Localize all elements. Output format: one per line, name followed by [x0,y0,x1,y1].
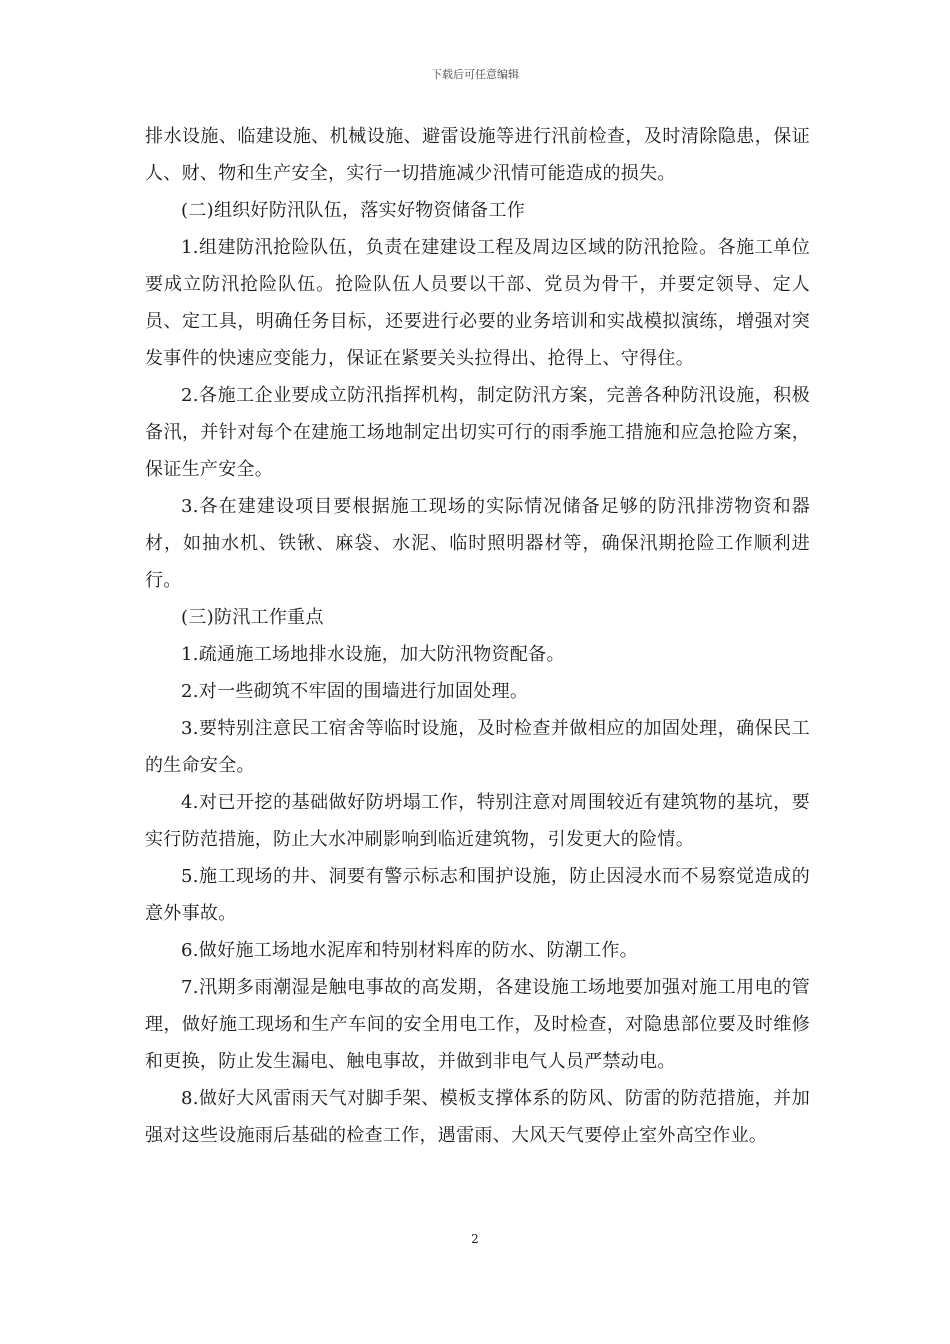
paragraph: 5.施工现场的井、洞要有警示标志和围护设施，防止因浸水而不易察觉造成的意外事故。 [145,866,810,924]
section-heading: (二)组织好防汛队伍，落实好物资储备工作 [181,200,526,221]
paragraph: 6.做好施工场地水泥库和特别材料库的防水、防潮工作。 [181,940,638,961]
paragraph: 2.各施工企业要成立防汛指挥机构，制定防汛方案，完善各种防汛设施，积极备汛，并针对每个在建施工场地制定出切实可行的雨季施工措施和应急抢险方案，保证生产安全。 [145,385,810,480]
paragraph: 4.对已开挖的基础做好防坍塌工作，特别注意对周围较近有建筑物的基坑，要实行防范措施，防止大水冲刷影响到临近建筑物，引发更大的险情。 [145,792,810,850]
paragraph: 排水设施、临建设施、机械设施、避雷设施等进行汛前检查，及时清除隐患，保证人、财、物和生产安全，实行一切措施减少汛情可能造成的损失。 [145,126,810,184]
paragraph: 7.汛期多雨潮湿是触电事故的高发期，各建设施工场地要加强对施工用电的管理，做好施工现场和生产车间的安全用电工作，及时检查，对隐患部位要及时维修和更换，防止发生漏电、触电事故，并做到非电气人员严禁动电。 [145,977,810,1072]
paragraph: 1.组建防汛抢险队伍，负责在建建设工程及周边区域的防汛抢险。各施工单位要成立防汛抢险队伍。抢险队伍人员要以干部、党员为骨干，并要定领导、定人员、定工具，明确任务目标，还要进行必要的业务培训和实战模拟演练，增强对突发事件的快速应变能力，保证在紧要关头拉得出、抢得上、守得住。 [145,237,810,369]
section-heading: (三)防汛工作重点 [181,607,324,628]
page-number: 2 [471,1232,479,1246]
document-body [145,118,810,1154]
paragraph: 3.各在建建设项目要根据施工现场的实际情况储备足够的防汛排涝物资和器材，如抽水机、铁锹、麻袋、水泥、临时照明器材等，确保汛期抢险工作顺利进行。 [145,496,810,591]
page-header: 下载后可任意编辑 [431,68,519,81]
paragraph: 3.要特别注意民工宿舍等临时设施，及时检查并做相应的加固处理，确保民工的生命安全。 [145,718,810,776]
paragraph: 8.做好大风雷雨天气对脚手架、模板支撑体系的防风、防雷的防范措施，并加强对这些设施雨后基础的检查工作，遇雷雨、大风天气要停止室外高空作业。 [145,1088,810,1146]
paragraph: 2.对一些砌筑不牢固的围墙进行加固处理。 [181,681,529,702]
paragraph: 1.疏通施工场地排水设施，加大防汛物资配备。 [181,644,565,665]
